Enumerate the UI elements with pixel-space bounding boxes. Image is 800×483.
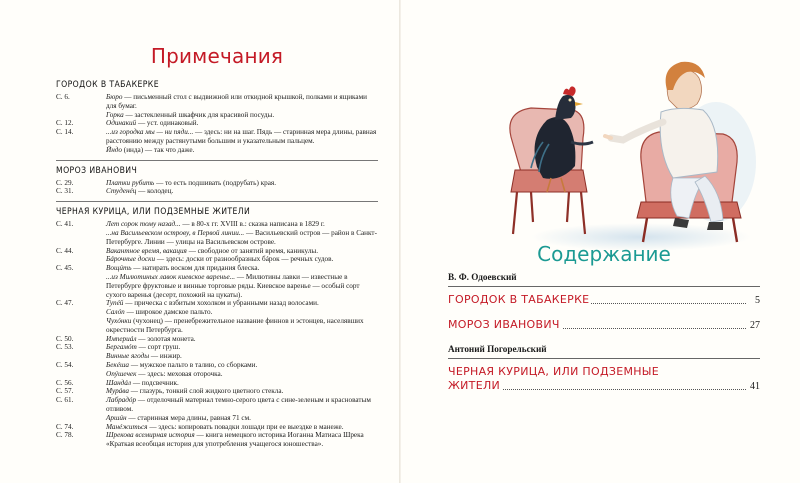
note-text: — золотая монета. — [136, 334, 196, 343]
note-text: — здесь: доски от разнообразных бáрок — речных судов. — [155, 255, 334, 264]
note-item — [56, 220, 378, 229]
note-item — [56, 396, 378, 414]
note-item — [56, 317, 378, 335]
note-text: — свободное от занятий время, каникулы. — [186, 246, 319, 255]
note-text: — мужское пальто в талию, со сборками. — [129, 360, 258, 369]
note-page: С. 57. — [56, 387, 74, 396]
notes-section-title: ЧЕРНАЯ КУРИЦА, ИЛИ ПОДЗЕМНЫЕ ЖИТЕЛИ — [56, 207, 251, 218]
notes-title: Примечания — [150, 44, 284, 68]
note-item — [56, 247, 378, 256]
note-item — [56, 119, 378, 128]
toc-entry-title: МОРОЗ ИВАНОВИЧ — [448, 318, 560, 331]
note-term: Йндо — [106, 145, 122, 154]
notes-page — [56, 44, 378, 449]
note-term: Чухóнки — [106, 316, 132, 325]
note-text: — отделочный материал темно-серого цвета с сине-зеленым и красноватым отливом. — [106, 396, 371, 413]
toc-entry[interactable] — [448, 293, 760, 307]
note-text: — здесь: ни на шаг. Пядь — старинная мера длины, равная расстоянию между растянутыми большим и указательным пальцем. — [106, 128, 377, 145]
toc-author: В. Ф. Одоевский — [448, 272, 760, 287]
toc-entry[interactable] — [448, 365, 760, 393]
note-text: (чухонец) — пренебрежительное название финнов и эстонцев, населявших окрестности Петербурга. — [106, 316, 364, 334]
note-term: Аршúн — [106, 413, 127, 422]
note-item — [56, 264, 378, 273]
note-text: (инда) — так что даже. — [122, 145, 195, 154]
note-text: — натирать воском для придания блеска. — [131, 264, 260, 273]
toc-entry-title-line1: ЧЕРНАЯ КУРИЦА, ИЛИ ПОДЗЕМНЫЕ — [448, 365, 660, 378]
toc-entry-page: 27 — [750, 320, 760, 331]
note-text: — в 80-х гг. XVIII в.: сказка написана в 1829 г. — [180, 220, 325, 229]
note-term: Шандáл — [106, 378, 132, 387]
note-term: Империáл — [106, 334, 137, 343]
note-text: — Милютины лавки — известные в Петербурге фруктовые и винные торговые ряды. Киевское варенье — особый сорт сухого варенья (десерт, похожий на цукаты). — [106, 272, 360, 299]
notes-section-title: МОРОЗ ИВАНОВИЧ — [56, 165, 138, 176]
note-term: Манéжиться — [106, 422, 148, 431]
note-page: С. 50. — [56, 334, 74, 343]
note-term: Бюро — [106, 93, 123, 101]
note-page: С. 61. — [56, 396, 74, 405]
section-divider — [56, 160, 378, 161]
toc-entry[interactable] — [448, 318, 760, 332]
toc-entry-title: ГОРОДОК В ТАБАКЕРКЕ — [448, 293, 590, 306]
toc-entry-title-line2: ЖИТЕЛИ — [448, 379, 501, 392]
note-text: — уст. одинаковый. — [136, 119, 199, 128]
note-term: Бáрочные доски — [106, 255, 156, 264]
contents-title: Содержание — [537, 242, 671, 266]
note-text: — глазурь, тонкий слой жидкого цветного стекла. — [128, 387, 284, 396]
note-term: ...из городка мы — ни пяди... — [106, 128, 194, 137]
note-page: С. 14. — [56, 128, 74, 137]
note-page: С. 54. — [56, 360, 74, 369]
note-item — [56, 361, 378, 370]
note-term: Опýшечек — [106, 369, 137, 378]
note-item — [56, 387, 378, 396]
note-text: — прическа с взбитым хохолком и убранными назад волосами. — [123, 299, 319, 308]
note-page: С. 44. — [56, 246, 74, 255]
note-term: Вакантное время, вакация — [106, 246, 187, 255]
note-text: — здесь: меховая оторочка. — [136, 369, 223, 378]
note-page: С. 74. — [56, 422, 74, 431]
note-item — [56, 308, 378, 317]
note-text: — здесь: копировать повадки лошади при ее выездке в манеже. — [147, 422, 344, 431]
note-item — [56, 111, 378, 120]
note-term: Тупéй — [106, 299, 124, 308]
note-term: Бекéша — [106, 360, 130, 369]
note-item — [56, 299, 378, 308]
note-text: — книга немецкого историка Иоганна Матиаса Шрека «Краткая всеобщая история для употребления учащегося юношества». — [106, 431, 364, 449]
note-item — [56, 379, 378, 388]
note-text: — колодец. — [136, 187, 174, 196]
note-term: Платки рубить — [106, 178, 155, 187]
note-text: — застекленный шкафчик для красивой посуды. — [123, 110, 275, 119]
note-item — [56, 146, 378, 155]
note-text: — подсвечник. — [131, 378, 179, 387]
note-term: Салóп — [106, 308, 125, 317]
note-page: С. 47. — [56, 299, 74, 308]
note-text: — широкое дамское пальто. — [124, 308, 213, 317]
note-text: — инжир. — [149, 352, 182, 361]
section-divider — [56, 201, 378, 202]
toc-author: Антоний Погорельский — [448, 344, 760, 359]
notes-section-title: ГОРОДОК В ТАБАКЕРКЕ — [56, 80, 159, 90]
note-text: — письменный стол с выдвижной или откидной крышкой, полками и ящиками для бумаг. — [106, 93, 368, 110]
note-page: С. 31. — [56, 187, 74, 196]
note-term: Лет сорок тому назад... — [106, 220, 181, 229]
note-item — [56, 431, 378, 449]
note-item — [56, 414, 378, 423]
note-term: Бергамóт — [106, 343, 137, 352]
note-page: С. 78. — [56, 431, 74, 440]
page-gutter — [399, 0, 401, 483]
note-item — [56, 93, 378, 111]
note-text: — то есть подшивать (подрубать) края. — [154, 178, 277, 187]
note-item — [56, 179, 378, 188]
note-term: ...на Васильевском острову, в Первой линии... — [106, 228, 245, 237]
toc-entry-page: 41 — [750, 381, 760, 392]
note-item — [56, 352, 378, 361]
note-item — [56, 423, 378, 432]
note-item — [56, 255, 378, 264]
note-item — [56, 343, 378, 352]
illustration-boy-and-black-hen — [491, 42, 757, 252]
toc-entry-page: 5 — [755, 295, 760, 306]
note-term: Одинакий — [106, 119, 137, 128]
table-of-contents — [448, 272, 760, 404]
note-term: Мурáва — [106, 387, 129, 396]
note-term: Шрекова всемирная история — [106, 431, 195, 440]
note-text: — старинная мера длины, равная 71 см. — [126, 413, 251, 422]
note-term: Студенéц — [106, 187, 137, 196]
note-term: Лабрадóр — [106, 396, 137, 405]
note-item — [56, 128, 378, 146]
note-item — [56, 273, 378, 299]
note-term: Горка — [106, 110, 124, 119]
note-text: — Васильевский остров — район в Санкт-Петербурге. Линии — улицы на Васильевском острове. — [106, 228, 377, 246]
note-text: — сорт груш. — [136, 343, 181, 352]
note-item — [56, 370, 378, 379]
note-term: Вощúть — [106, 264, 132, 273]
note-page: С. 29. — [56, 178, 74, 187]
note-page: С. 45. — [56, 264, 74, 273]
note-page: С. 53. — [56, 343, 74, 352]
note-page: С. 56. — [56, 378, 74, 387]
note-item — [56, 335, 378, 344]
note-item — [56, 187, 378, 196]
note-page: С. 41. — [56, 220, 74, 229]
note-page: С. 12. — [56, 119, 74, 128]
note-item — [56, 229, 378, 247]
note-term: ...из Милютиных лавок киевское варенье... — [106, 272, 236, 281]
note-term: Винные ягоды — [106, 352, 150, 361]
note-page: С. 6. — [56, 93, 70, 101]
